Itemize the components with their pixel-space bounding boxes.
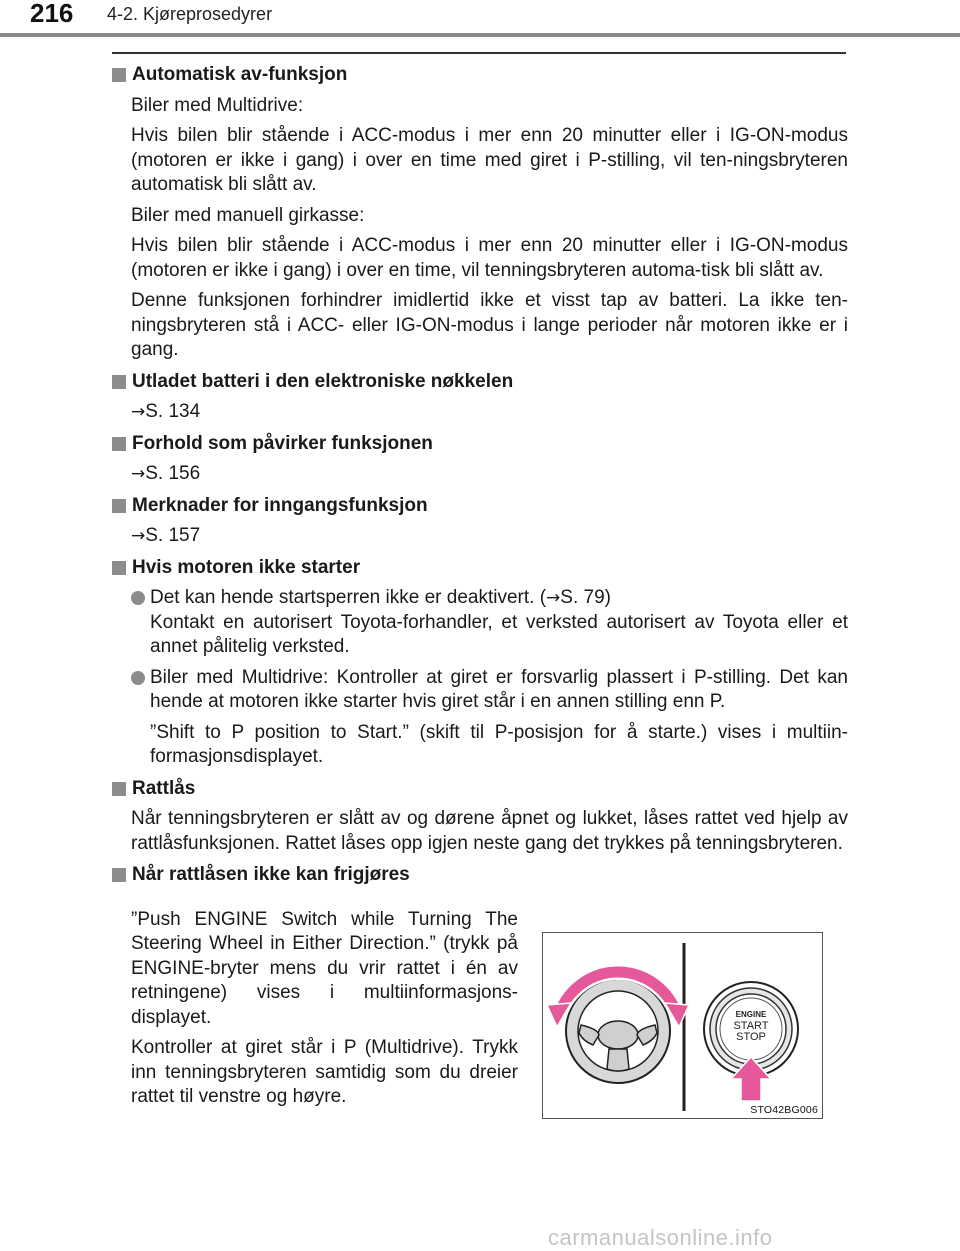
paragraph: ”Push ENGINE Switch while Turning The Steering Wheel in Either Direction.” (trykk på ENGINE-bryter mens du vrir rattet i én av retningene) vises i multiinformasjons-displayet. bbox=[131, 908, 518, 1028]
section-steering-lock bbox=[112, 777, 848, 857]
arrow-right-icon: → bbox=[546, 588, 561, 608]
section-auto-off bbox=[112, 63, 848, 363]
square-bullet-icon bbox=[112, 868, 126, 882]
list-item-continuation: ”Shift to P position to Start.” (skift til P-posisjon for å starte.) vises i multiin-formasjonsdisplayet. bbox=[150, 721, 848, 767]
reference-text: S. 157 bbox=[145, 525, 201, 546]
paragraph: Hvis bilen blir stående i ACC-modus i mer enn 20 minutter eller i IG-ON-modus (motoren er ikke i gang) i over en time, vil tenningsbryteren automa-tisk bli slått av. bbox=[131, 235, 848, 281]
page-number: 216 bbox=[30, 0, 74, 28]
section-heading bbox=[112, 777, 848, 802]
section-heading bbox=[112, 863, 848, 888]
arrow-right-icon: → bbox=[131, 526, 146, 546]
page-reference[interactable] bbox=[131, 462, 848, 487]
paragraph: Når tenningsbryteren er slått av og dørene åpnet og lukket, låses rattet ved hjelp av rattlåsfunksjonen. Rattet låses opp igjen neste gang det trykkes på tenningsbryteren. bbox=[131, 808, 848, 854]
reference-text[interactable]: S. 79) bbox=[560, 587, 611, 608]
list-item-text: Det kan hende startsperren ikke er deaktivert. ( bbox=[150, 587, 547, 608]
square-bullet-icon bbox=[112, 375, 126, 389]
paragraph: Biler med manuell girkasse: bbox=[131, 204, 365, 226]
round-bullet-icon bbox=[131, 591, 145, 605]
paragraph: Kontroller at giret står i P (Multidrive). Trykk inn tenningsbryteren samtidig som du dreier rattet til venstre og høyre. bbox=[131, 1037, 518, 1107]
section-title: Merknader for inngangsfunksjon bbox=[132, 494, 428, 516]
square-bullet-icon bbox=[112, 561, 126, 575]
section-title: Utladet batteri i den elektroniske nøkkelen bbox=[132, 370, 514, 392]
section-heading bbox=[112, 432, 848, 457]
round-bullet-icon bbox=[131, 671, 145, 685]
paragraph: Biler med Multidrive: bbox=[131, 94, 304, 116]
arrow-right-icon: → bbox=[131, 464, 146, 484]
square-bullet-icon bbox=[112, 437, 126, 451]
section-title: Forhold som påvirker funksjonen bbox=[132, 432, 433, 454]
list-item-continuation: Kontakt en autorisert Toyota-forhandler, et verksted autorisert av Toyota eller et annet pålitelig verksted. bbox=[150, 611, 848, 657]
header-rule bbox=[0, 33, 960, 37]
page-header bbox=[0, 0, 960, 34]
button-label-stop: STOP bbox=[736, 1031, 766, 1043]
section-rule bbox=[112, 52, 846, 54]
section-heading bbox=[112, 63, 848, 88]
paragraph: Hvis bilen blir stående i ACC-modus i mer enn 20 minutter eller i IG-ON-modus (motoren er ikke i gang) i over en time med giret i P-stilling, vil ten-ningsbryteren automatisk bli slått av. bbox=[131, 125, 848, 195]
section-title: Når rattlåsen ikke kan frigjøres bbox=[132, 864, 410, 885]
list-item bbox=[131, 586, 848, 660]
section-heading bbox=[112, 556, 848, 581]
arrow-right-icon: → bbox=[131, 402, 146, 422]
section-title: Hvis motoren ikke starter bbox=[132, 556, 361, 578]
list-item-text: Biler med Multidrive: Kontroller at giret er forsvarlig plassert i P-stilling. Det kan hende at motoren ikke starter hvis giret står i en annen stilling enn P. bbox=[150, 666, 848, 712]
square-bullet-icon bbox=[112, 782, 126, 796]
square-bullet-icon bbox=[112, 499, 126, 513]
button-label-engine: ENGINE bbox=[735, 1010, 767, 1019]
illustration-code: STO42BG006 bbox=[750, 1104, 818, 1116]
steering-diagram bbox=[543, 933, 822, 1118]
section-heading bbox=[112, 370, 848, 395]
paragraph: Denne funksjonen forhindrer imidlertid ikke et visst tap av batteri. La ikke ten-ningsbryteren stå i ACC- eller IG-ON-modus i lange perioder når motoren ikke er i gang. bbox=[131, 290, 848, 360]
steering-wheel-illustration bbox=[542, 932, 823, 1119]
section-key-battery bbox=[112, 370, 848, 425]
section-entry-notes bbox=[112, 494, 848, 549]
page-reference[interactable] bbox=[131, 524, 848, 549]
section-engine-wont-start bbox=[112, 556, 848, 770]
reference-text: S. 156 bbox=[145, 463, 201, 484]
reference-text: S. 134 bbox=[145, 401, 201, 422]
section-conditions bbox=[112, 432, 848, 487]
section-title: Rattlås bbox=[132, 777, 196, 799]
section-title: Automatisk av-funksjon bbox=[132, 64, 348, 85]
watermark-text: carmanualsonline.info bbox=[548, 1225, 773, 1250]
button-label-start: START bbox=[733, 1020, 769, 1032]
steering-wheel-icon bbox=[566, 979, 670, 1083]
list-item bbox=[131, 666, 848, 715]
section-heading bbox=[112, 494, 848, 519]
page-reference[interactable] bbox=[131, 400, 848, 425]
square-bullet-icon bbox=[112, 68, 126, 82]
chapter-title: 4-2. Kjøreprosedyrer bbox=[107, 4, 273, 24]
